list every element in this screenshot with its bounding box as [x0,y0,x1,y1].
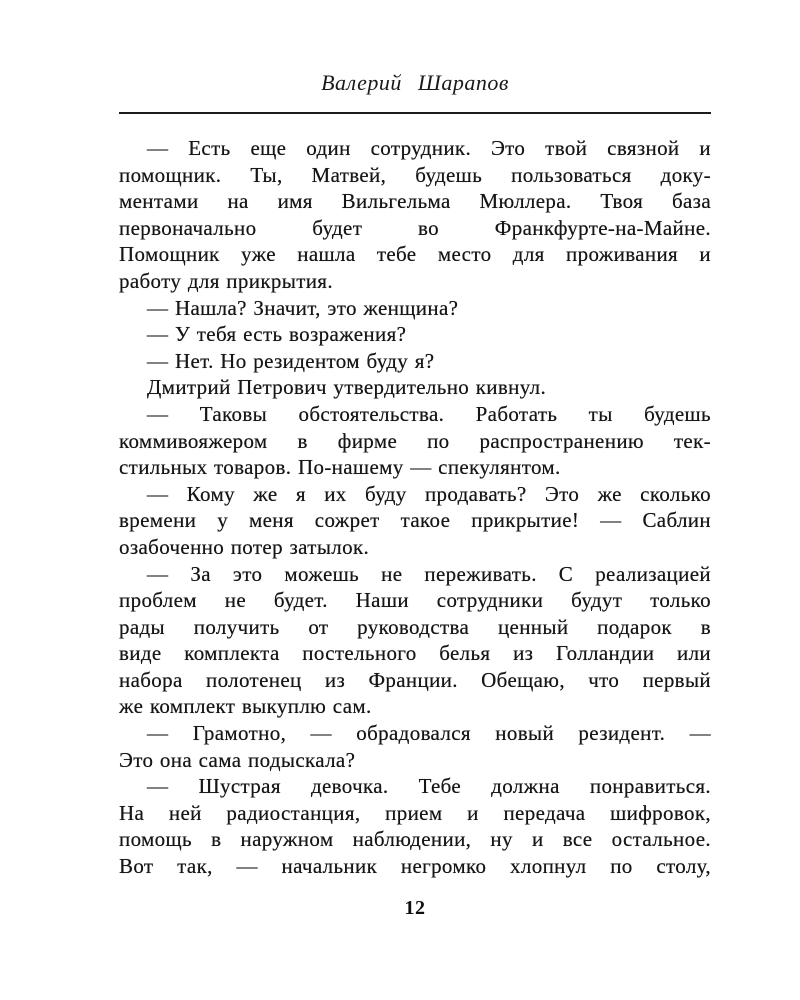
text-line: Это она сама подыскала? [119,747,356,772]
text-line: первоначально будет во Франкфурте-на-Майне. [119,215,711,240]
text-line: времени у меня сожрет такое прикрытие! — Саблин [119,508,711,533]
text-line: — Таковы обстоятельства. Работать ты будешь [147,401,711,426]
text-line: рады получить от руководства ценный подарок в [119,614,711,639]
text-line: Вот так, — начальник негромко хлопнул по столу, [119,854,711,879]
text-line: — За это можешь не переживать. С реализацией [147,561,711,586]
text-line: — Есть еще один сотрудник. Это твой связной и [147,136,711,160]
text-line: ментами на имя Вильгельма Мюллера. Твоя база [119,189,711,214]
text-line: — Нашла? Значит, это женщина? [147,295,459,320]
text-line: — У тебя есть возражения? [147,322,407,347]
text-line: Помощник уже нашла тебе место для проживания и [119,242,711,267]
page-number: 12 [404,896,426,919]
text-line: — Кому же я их буду продавать? Это же сколько [147,481,711,506]
text-line: стильных товаров. По-нашему — спекулянтом. [119,455,561,480]
text-line: виде комплекта постельного белья из Голландии или [119,641,711,666]
text-line: работу для прикрытия. [119,268,333,293]
text-line: озабоченно потер затылок. [119,534,370,559]
text-line: На ней радиостанция, прием и передача шифровок, [119,800,711,825]
body-text [119,135,711,880]
text-line: — Грамотно, — обрадовался новый резидент. — [147,721,711,746]
text-line: Дмитрий Петрович утвердительно кивнул. [147,375,547,400]
header-rule [119,112,711,114]
text-line: помощник. Ты, Матвей, будешь пользоваться доку- [119,162,711,187]
text-line: же комплект выкуплю сам. [119,694,372,719]
text-line: набора полотенец из Франции. Обещаю, что первый [119,667,711,692]
text-column [119,0,711,920]
text-line: помощь в наружном наблюдении, ну и все остальное. [119,827,711,852]
text-line: проблем не будет. Наши сотрудники будут только [119,588,711,613]
running-header-author: Валерий Шарапов [321,70,509,95]
text-line: — Нет. Но резидентом буду я? [147,348,435,373]
text-line: — Шустрая девочка. Тебе должна понравиться. [147,774,711,799]
text-line: коммивояжером в фирме по распространению тек- [119,428,711,453]
